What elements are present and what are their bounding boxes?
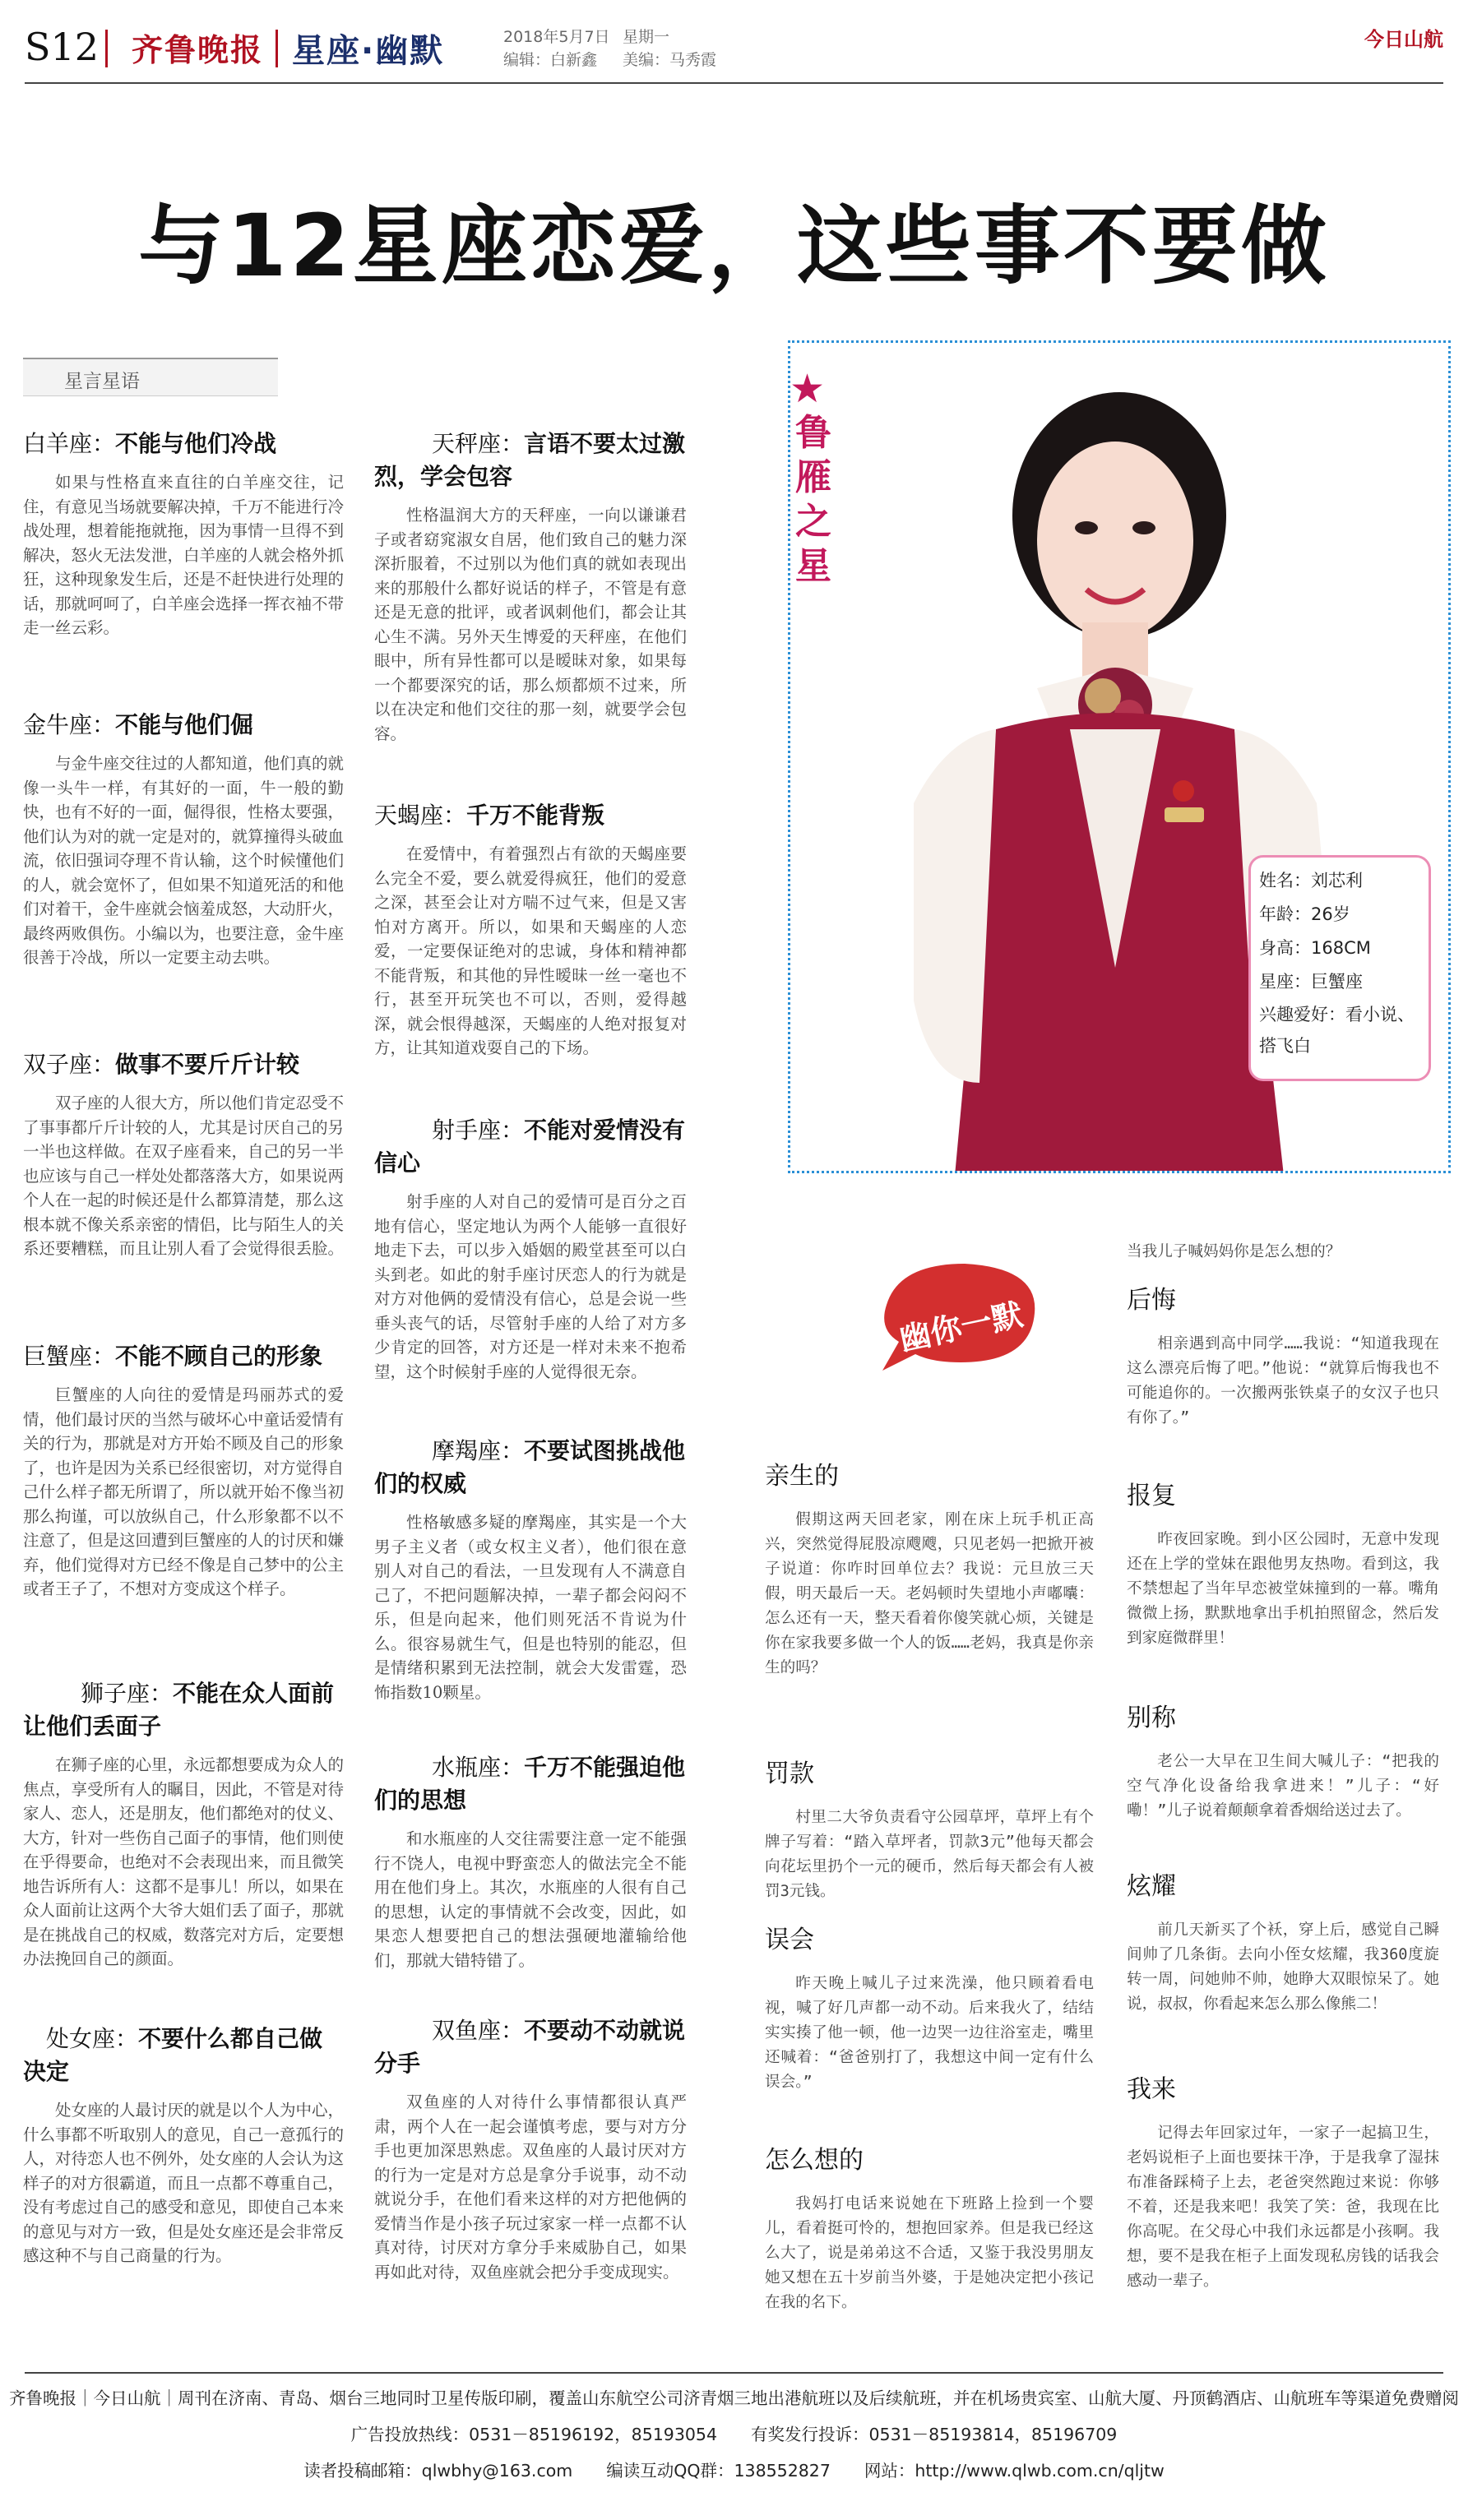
article-body: 如果与性格直来直往的白羊座交往，记住，有意见当场就要解决掉，千万不能进行冷战处理，想着能拖就拖，因为事情一旦得不到解决，怒火无法发泄，白羊座的人就会格外抓狂，这种现象发生后，还是不赶快进行处理的话，那就呵呵了，白羊座会选择一挥衣袖不带走一丝云彩。 [23, 473, 345, 637]
star-hobby: 兴趣爱好：看小说、搭飞白 [1259, 1005, 1415, 1056]
article-title: 巨蟹座：不能不顾自己的形象 [23, 1343, 323, 1370]
star-height: 身高：168CM [1259, 938, 1371, 958]
joke-title: 别称 [1127, 1704, 1176, 1732]
article-leo [23, 1677, 344, 1972]
joke-continuation: 当我儿子喊妈妈你是怎么想的？ [1127, 1243, 1341, 1260]
joke-zenmexiangde [765, 2144, 1094, 2315]
article-title: 金牛座：不能与他们倔 [23, 711, 254, 738]
article-title: 天蝎座：千万不能背叛 [374, 802, 605, 829]
footer-distribution: 齐鲁晚报｜今日山航｜周刊在济南、青岛、烟台三地同时卫星传版印刷，覆盖山东航空公司济青烟三地出港航班以及后续航班，并在机场贵宾室、山航大厦、丹顶鹤酒店、山航班车等渠道免费赠阅 [9, 2388, 1459, 2408]
joke-baofu [1127, 1480, 1439, 1651]
star-age: 年龄：26岁 [1259, 904, 1350, 924]
edition-label: 今日山航 [1364, 28, 1443, 51]
article-body: 与金牛座交往过的人都知道，他们真的就像一头牛一样，有其好的一面，牛一般的勤快，也有不好的一面，倔得很，性格太要强，他们认为对的就一定是对的，就算撞得头破血流，依旧强词夺理不肯认输，这个时候懂他们的人，就会宽怀了，但如果不知道死活的和他们对着干，金牛座就会恼羞成怒，大动肝火，最终两败俱伤。小编以为，也要注意，金牛座很善于冷战，所以一定要主动去哄。 [23, 754, 345, 967]
humor-badge-label: 幽你一默 [896, 1296, 1026, 1358]
joke-body: 村里二大爷负责看守公园草坪，草坪上有个牌子写着：“踏入草坪者，罚款3元”他每天都会向花坛里扔个一元的硬币，然后每天都会有人被罚3元钱。 [765, 1809, 1094, 1900]
article-body: 射手座的人对自己的爱情可是百分之百地有信心，坚定地认为两个人能够一直很好地走下去，可以步入婚姻的殿堂甚至可以白头到老。如此的射手座讨厌恋人的行为就是对方对他俩的爱情没有信心，总是会说一些垂头丧气的话，尽管射手座的人给了对方多少肯定的回答，对方还是一样对未来不抱希望，这个时候射手座的人觉得很无奈。 [374, 1192, 687, 1381]
article-title: 双鱼座：不要动不动就说分手 [374, 2017, 686, 2077]
joke-body: 相亲遇到高中同学……我说：“知道我现在这么漂亮后悔了吧。”他说：“就算后悔我也不可能追你的。一次搬两张铁桌子的女汉子也只有你了。” [1127, 1335, 1439, 1426]
joke-title: 误会 [765, 1926, 814, 1954]
article-title: 白羊座：不能与他们冷战 [23, 430, 277, 457]
joke-title: 炫耀 [1127, 1872, 1176, 1901]
article-body: 巨蟹座的人向往的爱情是玛丽苏式的爱情，他们最讨厌的当然与破坏心中童话爱情有关的行为，那就是对方开始不顾及自己的形象了，也许是因为关系已经很密切，对方觉得自己什么样子都无所谓了，所以就开始不像当初那么拘谨，可以放纵自己，什么形象都不以不注意了，但是这回遭到巨蟹座的人的讨厌和嫌弃，他们觉得对方已经不像是自己梦中的公主或者王子了，不想对方变成这个样子。 [23, 1385, 345, 1598]
editor-credit: 编辑：白新鑫 [503, 51, 598, 69]
footer-contact: 读者投稿邮箱：qlwbhy@163.com 编读互动QQ群：138552827 网站：http://www.qlwb.com.cn/qljtw [303, 2461, 1165, 2481]
article-body: 双鱼座的人对待什么事情都很认真严肃，两个人在一起会谨慎考虑，要与对方分手也更加深思熟虑。双鱼座的人最讨厌对方的行为一定是对方总是拿分手说事，动不动就说分手，在他们看来这样的对方把他俩的爱情当作是小孩子玩过家家一样一点都不认真对待，讨厌对方拿分手来威胁自己，如果再如此对待，双鱼座就会把分手变成现实。 [374, 2092, 687, 2282]
page-number: S12 [25, 25, 100, 69]
header-rule [25, 82, 1443, 84]
article-aquarius [374, 1751, 687, 1972]
article-scorpio [374, 799, 687, 1061]
joke-body: 老公一大早在卫生间大喊儿子：“把我的空气净化设备给我拿进来！”儿子：“好嘞！”儿子说着颠颠拿着香烟给送过去了。 [1127, 1753, 1439, 1819]
section-name: 星座·幽默 [292, 32, 445, 70]
header-divider [105, 30, 108, 67]
star-info-card [1248, 855, 1431, 1081]
article-body: 在狮子座的心里，永远都想要成为众人的焦点，享受所有人的瞩目，因此，不管是对待家人、恋人，还是朋友，他们都绝对的仗义、大方，针对一些伤自己面子的事情，他们则使在乎得要命，也绝对不会表现出来，而且微笑地告诉所有人：这都不是事儿！所以，如果在众人面前让这两个大爷大姐们丢了面子，那就是在挑战自己的权威，数落完对方后，定要想办法挽回自己的颜面。 [23, 1755, 345, 1968]
joke-title: 报复 [1127, 1482, 1176, 1510]
footer-ad-hotline: 广告投放热线：0531－85196192，85193054 有奖发行投诉：0531－85193814，85196709 [350, 2425, 1118, 2444]
article-title: 水瓶座：千万不能强迫他们的思想 [374, 1754, 686, 1814]
joke-title: 后悔 [1127, 1286, 1176, 1315]
article-body: 和水瓶座的人交往需要注意一定不能强行不饶人，电视中野蛮恋人的做法完全不能用在他们身上。其次，水瓶座的人很有自己的思想，认定的事情就不会改变，因此，如果恋人想要把自己的想法强硬地灌输给他们，那就大错特错了。 [374, 1829, 687, 1970]
joke-title: 罚款 [765, 1759, 814, 1788]
joke-xuanyao [1127, 1870, 1439, 2017]
header-divider [276, 30, 278, 67]
headline: 与12星座恋爱，这些事不要做 [138, 196, 1330, 296]
article-pisces [374, 2014, 687, 2284]
joke-houhui [1127, 1284, 1439, 1431]
joke-wolai [1127, 2074, 1439, 2294]
issue-date: 2018年5月7日 [503, 28, 610, 46]
joke-body: 前几天新买了个袄，穿上后，感觉自己瞬间帅了几条街。去向小侄女炫耀，我360度旋转一周，问她帅不帅，她睁大双眼惊呆了。她说，叔叔，你看起来怎么那么像熊二！ [1127, 1921, 1439, 2013]
joke-biecheng [1127, 1702, 1439, 1824]
newspaper-logo: 齐鲁晚报 [132, 31, 264, 68]
article-title: 天秤座：言语不要太过激烈，学会包容 [374, 430, 686, 490]
article-libra [374, 428, 687, 746]
joke-body: 记得去年回家过年，一家子一起搞卫生，老妈说柜子上面也要抹干净，于是我拿了湿抹布准备踩椅子上去，老爸突然跑过来说：你够不着，还是我来吧！我笑了笑：爸，我现在比你高呢。在父母心中我们永远都是小孩啊。我想，要不是我在柜子上面发现私房钱的话我会感动一辈子。 [1127, 2125, 1439, 2290]
joke-wuhui [765, 1924, 1094, 2095]
star-feature-tag: 鲁 雁 之 星 [795, 412, 831, 587]
joke-qinsheng [765, 1460, 1094, 1681]
joke-body: 我妈打电话来说她在下班路上捡到一个婴儿，看着挺可怜的，想抱回家养。但是我已经这么大了，说是弟弟这不合适，又鉴于我没男朋友她又想在五十岁前当外婆，于是她决定把小孩记在我的名下。 [765, 2195, 1094, 2311]
article-body: 性格敏感多疑的摩羯座，其实是一个大男子主义者（或女权主义者），他们很在意别人对自己的看法，一旦发现有人不满意自己了，不把问题解决掉，一辈子都会闷闷不乐，但是向起来，他们则死活不肯说为什么。很容易就生气，但是也特别的能忍，但是情绪积累到无法控制，就会大发雷霆，恐怖指数10颗星。 [374, 1513, 687, 1702]
article-title: 狮子座：不能在众人面前让他们丢面子 [23, 1680, 335, 1740]
article-title: 双子座：做事不要斤斤计较 [23, 1051, 300, 1078]
column-label [23, 358, 278, 396]
joke-body: 假期这两天回老家，刚在床上玩手机正高兴，突然觉得屁股凉飕飕，只见老妈一把掀开被子说道：你咋时回单位去？我说：元旦放三天假，明天最后一天。老妈顿时失望地小声嘟囔：怎么还有一天，整天看着你傻笑就心烦，关键是你在家我要多做一个人的饭……老妈，我真是你亲生的吗？ [765, 1511, 1094, 1676]
joke-body: 昨夜回家晚。到小区公园时，无意中发现还在上学的堂妹在跟他男友热吻。看到这，我不禁想起了当年早恋被堂妹撞到的一幕。嘴角微微上扬，默默地拿出手机拍照留念，然后发到家庭微群里！ [1127, 1531, 1439, 1647]
footer-rule [25, 2372, 1443, 2374]
column-label-text: 星言星语 [64, 371, 140, 392]
article-body: 处女座的人最讨厌的就是以个人为中心，什么事都不听取别人的意见，自己一意孤行的人，对待恋人也不例外，处女座的人会认为这样子的对方很霸道，而且一点都不尊重自己，没有考虑过自己的感受和意见，即使自己本来的意见与对方一致，但是处女座还是会非常反感这种不与自己商量的行为。 [23, 2101, 345, 2265]
article-title: 射手座：不能对爱情没有信心 [374, 1117, 686, 1177]
issue-weekday: 星期一 [623, 28, 670, 46]
article-gemini [23, 1048, 344, 1261]
joke-title: 我来 [1127, 2075, 1176, 2104]
joke-title: 怎么想的 [765, 2146, 864, 2175]
designer-credit: 美编：马秀霞 [623, 51, 717, 69]
article-sagittarius [374, 1114, 687, 1384]
joke-body: 昨天晚上喊儿子过来洗澡，他只顾着看电视，喊了好几声都一动不动。后来我火了，结结实实揍了他一顿，他一边哭一边往浴室走，嘴里还喊着：“爸爸别打了，我想这中间一定有什么误会。” [765, 1975, 1094, 2091]
joke-title: 亲生的 [765, 1462, 839, 1491]
star-icon: ★ [790, 366, 826, 412]
article-cancer [23, 1340, 344, 1602]
article-capricorn [374, 1435, 687, 1704]
article-title: 摩羯座：不要试图挑战他们的权威 [374, 1437, 686, 1497]
article-body: 双子座的人很大方，所以他们肯定忍受不了事事都斤斤计较的人，尤其是讨厌自己的另一半也这样做。在双子座看来，自己的另一半也应该与自己一样处处都落落大方，如果说两个人在一起的时候还是什么都算清楚，那么这根本就不像关系亲密的情侣，比与陌生人的关系还要糟糕，而且让别人看了会觉得很丢脸。 [23, 1094, 345, 1258]
article-title: 处女座：不要什么都自己做决定 [23, 2025, 323, 2085]
article-virgo [23, 2023, 344, 2268]
article-body: 在爱情中，有着强烈占有欲的天蝎座要么完全不爱，要么就爱得疯狂，他们的爱意之深，甚至会让对方喘不过气来，但是又害怕对方离开。所以，如果和天蝎座的人恋爱，一定要保证绝对的忠诚，身体和精神都不能背叛，和其他的异性暧昧一丝一毫也不行，甚至开玩笑也不可以，否则，爱得越深，就会恨得越深，天蝎座的人绝对报复对方，让其知道戏耍自己的下场。 [374, 844, 687, 1057]
star-zodiac: 星座：巨蟹座 [1259, 972, 1363, 992]
joke-fakuan [765, 1758, 1094, 1904]
article-body: 性格温润大方的天秤座，一向以谦谦君子或者窈窕淑女自居，他们致自己的魅力深深折服着，不过别以为他们真的就如表现出来的那般什么都好说话的样子，不管是有意还是无意的批评，或者讽刺他们，都会让其心生不满。另外天生博爱的天秤座，在他们眼中，所有异性都可以是暧昧对象，如果每一个都要深究的话，那么烦都烦不过来，所以在决定和他们交往的那一刻，就要学会包容。 [374, 506, 687, 743]
article-taurus [23, 709, 344, 970]
star-name: 姓名：刘芯利 [1259, 871, 1363, 890]
article-aries [23, 428, 344, 640]
